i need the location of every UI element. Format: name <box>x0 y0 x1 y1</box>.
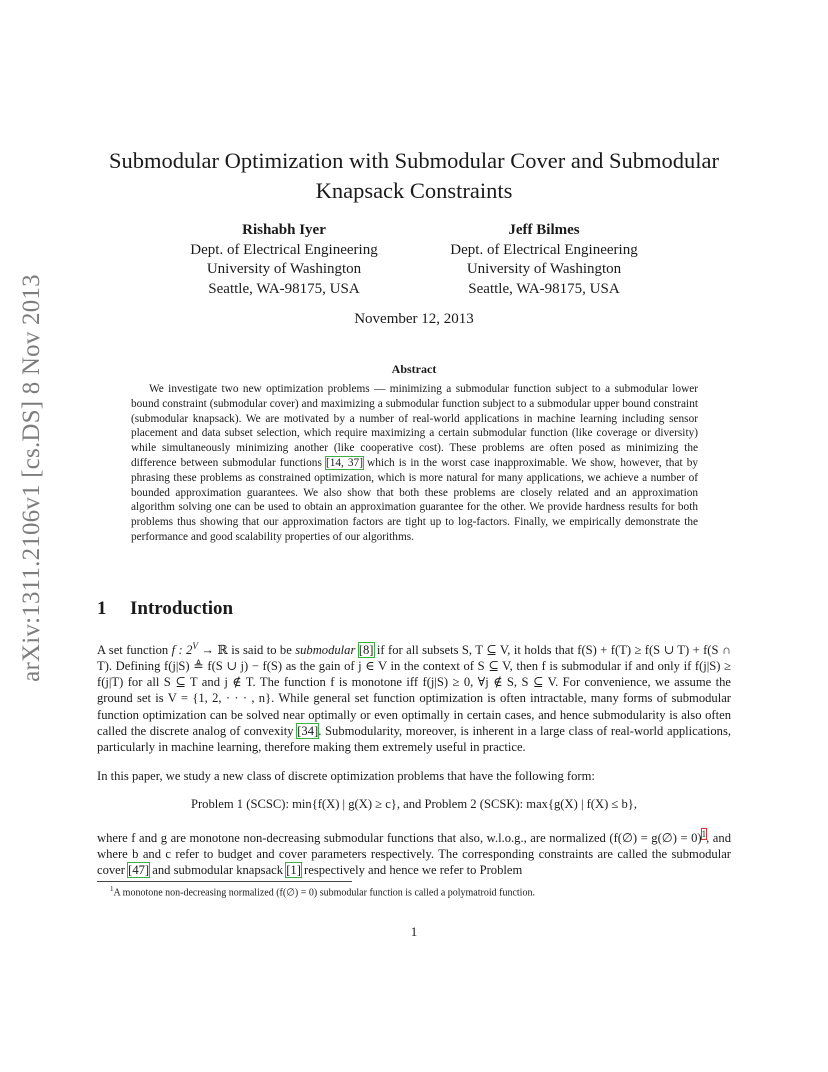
text-run: respectively and hence we refer to Problem <box>300 863 523 878</box>
citation-link[interactable]: [14, 37] <box>325 456 363 469</box>
title-line-2: Knapsack Constraints <box>315 178 513 203</box>
math-run: f : 2 <box>171 643 193 658</box>
arxiv-watermark <box>8 274 56 682</box>
text-run: A set function <box>97 643 172 658</box>
intro-paragraph-3 <box>97 826 731 878</box>
author-univ: University of Washington <box>206 261 362 277</box>
section-heading <box>97 598 233 620</box>
citation-link[interactable]: [34] <box>297 723 319 738</box>
citation-link[interactable]: [1] <box>286 863 301 878</box>
author-dept: Dept. of Electrical Engineering <box>450 241 638 258</box>
author-name: Jeff Bilmes <box>508 222 580 238</box>
author-address: Seattle, WA-98175, USA <box>468 280 620 297</box>
text-run: if for all subsets S, T ⊆ V, it holds that f(S) + f(T) ≥ f(S ∪ T) + f(S ∩ T). Defining f(j|S) ≜ f(S ∪ j) − f(S) as the gain of j ∈ V in the context of S ⊆ V, then f is submodular if and only if f(j|S) ≥ f(j|T) for all S ⊆ T and j ∉ T. The function f is monotone iff f(j|S) ≥ 0, ∀j ∉ S, S ⊆ V. For convenience, we assume the ground set is V = {1, 2, · · · , n}. While general set function optimization is often intractable, many forms of submodular function optimization can be solved near optimally or even optimally in certain cases, and hence submodularity is also often called the discrete analog of convexity <box>97 643 732 738</box>
footnote-divider <box>97 881 352 882</box>
emphasis-submodular: submodular <box>295 643 356 658</box>
text-run: , and where b and c refer to budget and cover parameters respectively. The corresponding constraints are called the submodular cover <box>97 831 731 878</box>
section-number: 1 <box>97 598 107 619</box>
abstract-text <box>131 382 698 545</box>
section-title: Introduction <box>130 598 234 619</box>
abstract-part-1: We investigate two new optimization problems — minimizing a submodular function subject to a submodular lower bound constraint (submodular cover) and maximizing a submodular function subject to a submodular upper bound constraint (submodular knapsack). We are motivated by a number of real-world applications in machine learning including sensor placement and data subset selection, which require maximizing a certain submodular function (like coverage or diversity) while simultaneously minimizing another (like cooperative cost). These problems are often posed as minimizing the difference between submodular functions <box>131 383 698 469</box>
footnote-link[interactable]: 1 <box>701 829 707 839</box>
citation-link[interactable]: [47] <box>128 863 150 878</box>
abstract-part-2: which is in the worst case inapproximable. We show, however, that by phrasing these problems as constrained optimization, which is more natural for many applications, we achieve a number of bounded approximation guarantees. We also show that both these problems are closely related and an approximation algorithm solving one can be used to obtain an approximation guarantee for the other. We provide hardness results for both problems thus showing that our approximation factors are tight up to log-factors. Finally, we empirically demonstrate the performance and good scalability properties of our algorithms. <box>131 456 698 543</box>
author-dept: Dept. of Electrical Engineering <box>190 241 378 258</box>
page-number: 1 <box>410 924 418 939</box>
math-superscript: V <box>192 641 198 651</box>
title-line-1: Submodular Optimization with Submodular Cover and Submodular <box>109 148 719 173</box>
author-block-2 <box>414 221 674 299</box>
abstract-heading: Abstract <box>391 362 437 376</box>
problem-equation: Problem 1 (SCSC): min{f(X) | g(X) ≥ c}, and Problem 2 (SCSK): max{g(X) | f(X) ≤ b}, <box>190 797 637 811</box>
citation-link[interactable]: [8] <box>358 643 374 658</box>
author-univ: University of Washington <box>466 261 622 277</box>
text-run: where f and g are monotone non-decreasing submodular functions that also, w.l.o.g., are normalized (f(∅) = g(∅) = 0) <box>97 831 702 846</box>
intro-paragraph-2: In this paper, we study a new class of discrete optimization problems that have the following form: <box>97 769 595 783</box>
author-name: Rishabh Iyer <box>242 222 326 238</box>
author-address: Seattle, WA-98175, USA <box>208 280 360 297</box>
text-run: . Submodularity, moreover, is inherent in a large class of real-world applications, particularly in machine learning, therefore making them extremely useful in practice. <box>97 723 731 754</box>
footnote-mark: 1 <box>110 885 114 893</box>
paper-title <box>80 146 748 206</box>
arxiv-identifier: arXiv:1311.2106v1 [cs.DS] 8 Nov 2013 <box>18 274 45 682</box>
text-run: → ℝ is said to be <box>197 643 296 658</box>
footnote-text: A monotone non-decreasing normalized (f(∅) = 0) submodular function is called a polymatroid function. <box>113 887 535 899</box>
paper-date: November 12, 2013 <box>354 311 474 327</box>
intro-paragraph-1 <box>97 638 731 755</box>
author-block-1 <box>154 221 414 299</box>
text-run: and submodular knapsack <box>149 863 287 878</box>
footnote <box>110 885 535 898</box>
